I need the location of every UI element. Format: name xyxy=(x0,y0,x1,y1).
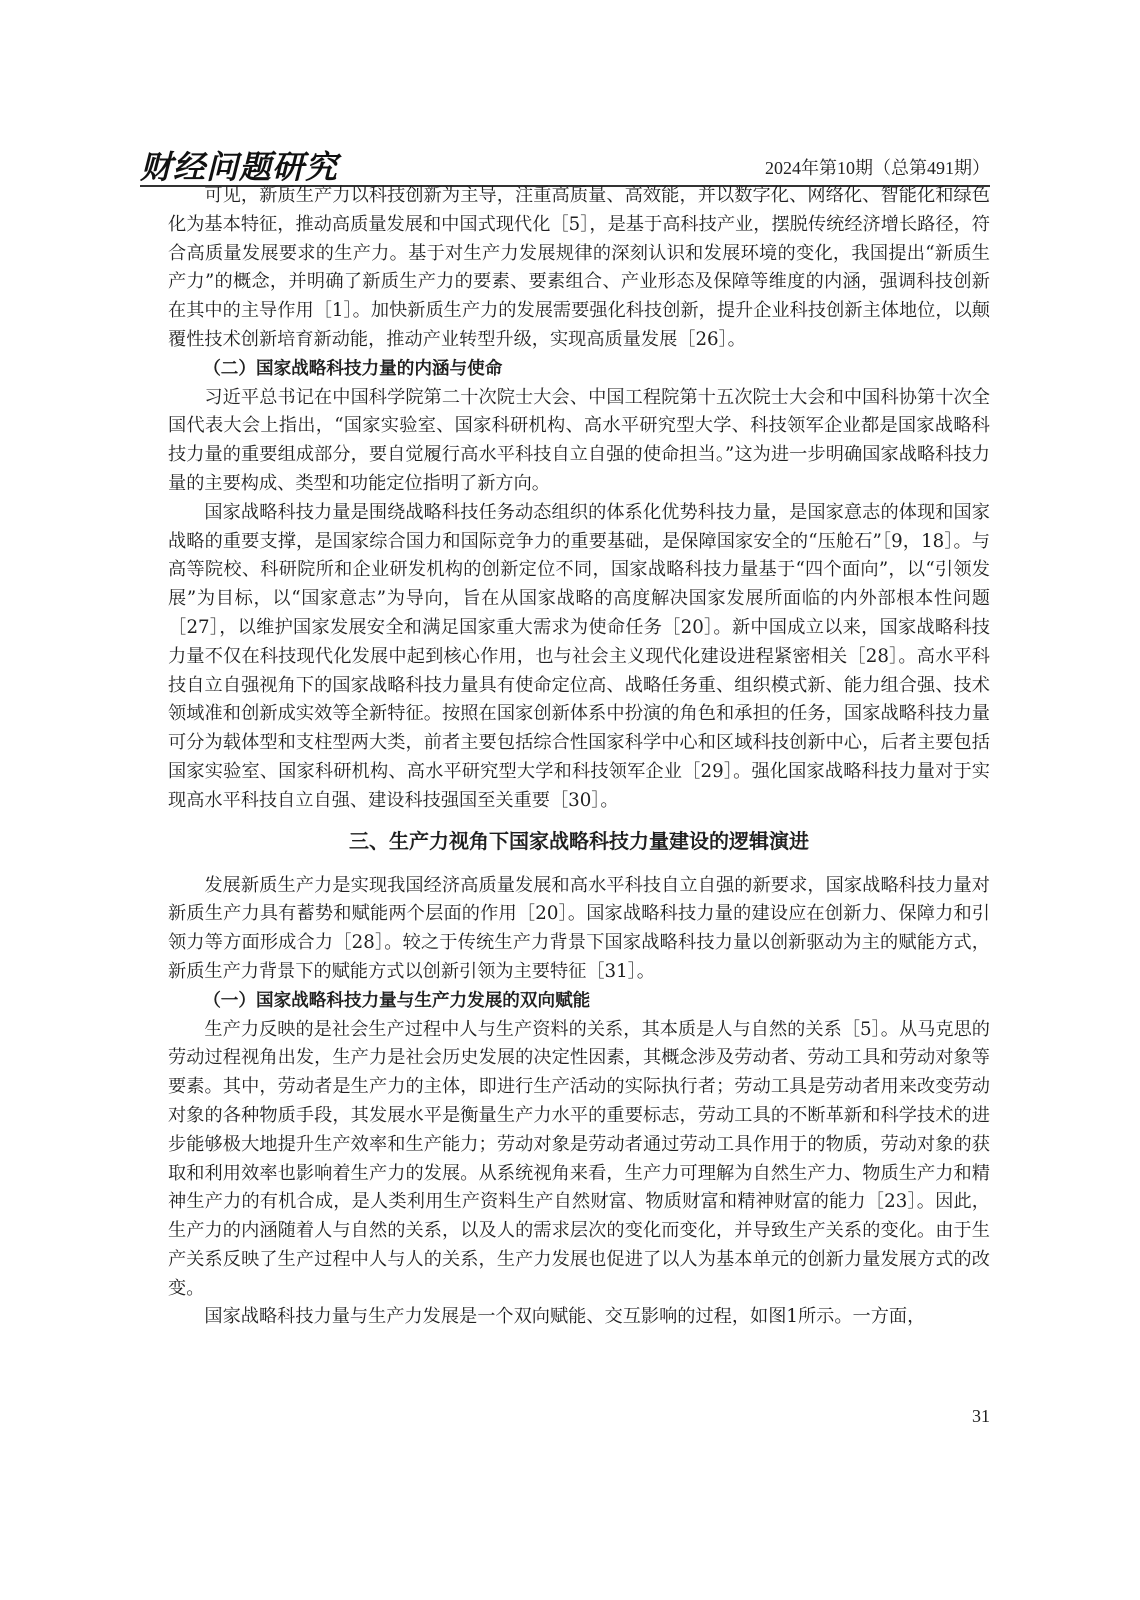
subsection-heading: （二）国家战略科技力量的内涵与使命 xyxy=(203,358,503,379)
paragraph: 可见，新质生产力以科技创新为主导，注重高质量、高效能，并以数字化、网络化、智能化和绿色化为基本特征，推动高质量发展和中国式现代化［5］，是基于高科技产业，摆脱传统经济增长路径，符合高质量发展要求的生产力。基于对生产力发展规律的深刻认识和发展环境的变化，我国提出“新质生产力”的概念，并明确了新质生产力的要素、要素组合、产业形态及保障等维度的内涵，强调科技创新在其中的主导作用［1］。加快新质生产力的发展需要强化科技创新，提升企业科技创新主体地位，以颠覆性技术创新培育新动能，推动产业转型升级，实现高质量发展［26］。 xyxy=(168,185,990,350)
page-number: 31 xyxy=(972,1406,990,1426)
paragraph: 发展新质生产力是实现我国经济高质量发展和高水平科技自立自强的新要求，国家战略科技力量对新质生产力具有蓄势和赋能两个层面的作用［20］。国家战略科技力量的建设应在创新力、保障力和引领力等方面形成合力［28］。较之于传统生产力背景下国家战略科技力量以创新驱动为主的赋能方式，新质生产力背景下的赋能方式以创新引领为主要特征［31］。 xyxy=(168,874,990,982)
paragraph: 国家战略科技力量是围绕战略科技任务动态组织的体系化优势科技力量，是国家意志的体现和国家战略的重要支撑，是国家综合国力和国际竞争力的重要基础，是保障国家安全的“压舱石”［9，18］。与高等院校、科研院所和企业研发机构的创新定位不同，国家战略科技力量基于“四个面向”，以“引领发展”为目标，以“国家意志”为导向，旨在从国家战略的高度解决国家发展所面临的内外部根本性问题［27］，以维护国家发展安全和满足国家重大需求为使命任务［20］。新中国成立以来，国家战略科技力量不仅在科技现代化发展中起到核心作用，也与社会主义现代化建设进程紧密相关［28］。高水平科技自立自强视角下的国家战略科技力量具有使命定位高、战略任务重、组织模式新、能力组合强、技术领域准和创新成实效等全新特征。按照在国家创新体系中扮演的角色和承担的任务，国家战略科技力量可分为载体型和支柱型两大类，前者主要包括综合性国家科学中心和区域科技创新中心，后者主要包括国家实验室、国家科研机构、高水平研究型大学和科技领军企业［29］。强化国家战略科技力量对于实现高水平科技自立自强、建设科技强国至关重要［30］。 xyxy=(168,501,990,811)
paragraph: 国家战略科技力量与生产力发展是一个双向赋能、交互影响的过程，如图1所示。一方面， xyxy=(204,1306,926,1328)
section-heading: 三、生产力视角下国家战略科技力量建设的逻辑演进 xyxy=(349,828,809,853)
issue-info: 2024年第10期（总第491期） xyxy=(765,158,990,178)
running-header xyxy=(140,140,990,188)
journal-logo: 财经问题研究 xyxy=(140,148,339,186)
article-body xyxy=(168,182,990,1332)
subsection-heading: （一）国家战略科技力量与生产力发展的双向赋能 xyxy=(203,990,591,1011)
paragraph: 习近平总书记在中国科学院第二十次院士大会、中国工程院第十五次院士大会和中国科协第十次全国代表大会上指出，“国家实验室、国家科研机构、高水平研究型大学、科技领军企业都是国家战略科技力量的重要组成部分，要自觉履行高水平科技自立自强的使命担当。”这为进一步明确国家战略科技力量的主要构成、类型和功能定位指明了新方向。 xyxy=(168,386,990,494)
paragraph: 生产力反映的是社会生产过程中人与生产资料的关系，其本质是人与自然的关系［5］。从马克思的劳动过程视角出发，生产力是社会历史发展的决定性因素，其概念涉及劳动者、劳动工具和劳动对象等要素。其中，劳动者是生产力的主体，即进行生产活动的实际执行者；劳动工具是劳动者用来改变劳动对象的各种物质手段，其发展水平是衡量生产力水平的重要标志，劳动工具的不断革新和科学技术的进步能够极大地提升生产效率和生产能力；劳动对象是劳动者通过劳动工具作用于的物质，劳动对象的获取和利用效率也影响着生产力的发展。从系统视角来看，生产力可理解为自然生产力、物质生产力和精神生产力的有机合成，是人类利用生产资料生产自然财富、物质财富和精神财富的能力［23］。因此，生产力的内涵随着人与自然的关系，以及人的需求层次的变化而变化，并导致生产关系的变化。由于生产关系反映了生产过程中人与人的关系，生产力发展也促进了以人为基本单元的创新力量发展方式的改变。 xyxy=(168,1018,990,1299)
